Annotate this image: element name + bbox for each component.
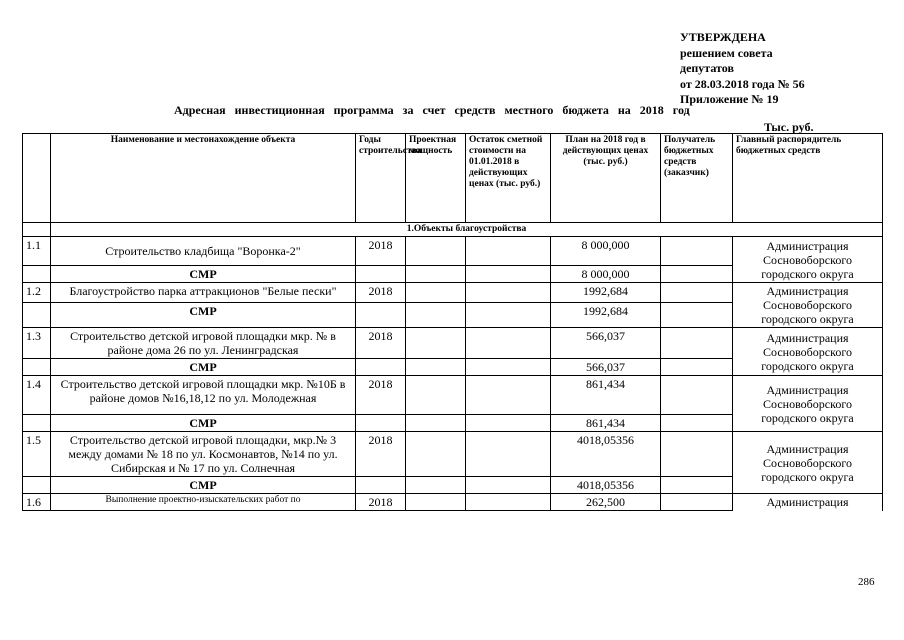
- smr-remainder: [466, 266, 551, 283]
- row-year: 2018: [356, 283, 406, 303]
- smr-capacity: [406, 477, 466, 494]
- smr-remainder: [466, 477, 551, 494]
- header-recipient: Получатель бюджетных средств (заказчик): [661, 134, 733, 223]
- table-row: [23, 328, 883, 359]
- smr-recipient: [661, 477, 733, 494]
- section-title: 1.Объекты благоустройства: [51, 223, 883, 237]
- smr-recipient: [661, 266, 733, 283]
- row-year: 2018: [356, 494, 406, 511]
- smr-plan: 1992,684: [551, 303, 661, 328]
- section-row: [23, 223, 883, 237]
- smr-year: [356, 477, 406, 494]
- header-years: Годы строительства: [356, 134, 406, 223]
- row-name: Строительство детской игровой площадки мкр. № в районе дома 26 по ул. Ленинградская: [51, 328, 356, 359]
- smr-plan: 861,434: [551, 415, 661, 432]
- smr-remainder: [466, 415, 551, 432]
- row-capacity: [406, 494, 466, 511]
- approval-line: Приложение № 19: [680, 92, 779, 106]
- row-plan: 4018,05356: [551, 432, 661, 477]
- row-manager: Администрация Сосновоборского городского округа: [733, 376, 883, 432]
- row-name: Строительство кладбища "Воронка-2": [51, 237, 356, 266]
- row-num: 1.6: [23, 494, 51, 511]
- row-manager: Администрация Сосновоборского городского округа: [733, 283, 883, 328]
- row-recipient: [661, 376, 733, 415]
- smr-num: [23, 266, 51, 283]
- investment-table: [22, 133, 883, 511]
- row-recipient: [661, 328, 733, 359]
- row-plan: 861,434: [551, 376, 661, 415]
- row-name: Выполнение проектно-изыскательских работ по: [51, 494, 356, 511]
- row-manager: Администрация Сосновоборского городского округа: [733, 328, 883, 376]
- header-row: [23, 134, 883, 223]
- smr-num: [23, 359, 51, 376]
- document-title: Адресная инвестиционная программа за счет средств местного бюджета на 2018 год: [174, 103, 690, 117]
- header-plan: План на 2018 год в действующих ценах (тыс. руб.): [551, 134, 661, 223]
- row-name: Благоустройство парка аттракционов "Белые пески": [51, 283, 356, 303]
- approval-block: [680, 30, 805, 108]
- row-name: Строительство детской игровой площадки, мкр.№ 3 между домами № 18 по ул. Космонавтов, №14 по ул. Сибирская и № 17 по ул. Солнечная: [51, 432, 356, 477]
- row-num: 1.2: [23, 283, 51, 303]
- approval-line: УТВЕРЖДЕНА: [680, 30, 766, 44]
- header-capacity: Проектная мощность: [406, 134, 466, 223]
- approval-line: от 28.03.2018 года № 56: [680, 76, 805, 91]
- row-manager: Администрация Сосновоборского городского округа: [733, 237, 883, 283]
- smr-label: СМР: [51, 359, 356, 376]
- row-recipient: [661, 432, 733, 477]
- smr-num: [23, 477, 51, 494]
- row-remainder: [466, 432, 551, 477]
- row-capacity: [406, 237, 466, 266]
- header-remainder: Остаток сметной стоимости на 01.01.2018 в действующих ценах (тыс. руб.): [466, 134, 551, 223]
- smr-num: [23, 303, 51, 328]
- smr-plan: 8 000,000: [551, 266, 661, 283]
- row-remainder: [466, 494, 551, 511]
- row-plan: 1992,684: [551, 283, 661, 303]
- approval-line: депутатов: [680, 61, 734, 75]
- smr-plan: 4018,05356: [551, 477, 661, 494]
- smr-capacity: [406, 266, 466, 283]
- smr-recipient: [661, 359, 733, 376]
- smr-num: [23, 415, 51, 432]
- smr-capacity: [406, 415, 466, 432]
- smr-recipient: [661, 415, 733, 432]
- table-row: [23, 432, 883, 477]
- row-manager: Администрация Сосновоборского городского округа: [733, 432, 883, 494]
- smr-remainder: [466, 303, 551, 328]
- smr-label: СМР: [51, 266, 356, 283]
- row-remainder: [466, 376, 551, 415]
- table-row: [23, 376, 883, 415]
- smr-capacity: [406, 359, 466, 376]
- section-num: [23, 223, 51, 237]
- unit-label: Тыс. руб.: [764, 120, 814, 134]
- row-num: 1.5: [23, 432, 51, 477]
- smr-year: [356, 359, 406, 376]
- row-recipient: [661, 237, 733, 266]
- row-capacity: [406, 283, 466, 303]
- row-name: Строительство детской игровой площадки мкр. №10Б в районе домов №16,18,12 по ул. Молодежная: [51, 376, 356, 415]
- row-remainder: [466, 328, 551, 359]
- smr-remainder: [466, 359, 551, 376]
- row-year: 2018: [356, 432, 406, 477]
- table-row: [23, 283, 883, 303]
- smr-recipient: [661, 303, 733, 328]
- table-row: [23, 237, 883, 266]
- row-plan: 8 000,000: [551, 237, 661, 266]
- row-num: 1.4: [23, 376, 51, 415]
- table-row: [23, 494, 883, 511]
- row-num: 1.1: [23, 237, 51, 266]
- approval-line: решением совета: [680, 45, 773, 60]
- smr-label: СМР: [51, 477, 356, 494]
- row-plan: 262,500: [551, 494, 661, 511]
- row-year: 2018: [356, 376, 406, 415]
- row-recipient: [661, 494, 733, 511]
- row-num: 1.3: [23, 328, 51, 359]
- row-plan: 566,037: [551, 328, 661, 359]
- page-number: 286: [858, 576, 875, 588]
- header-num: [23, 134, 51, 223]
- header-name: Наименование и местонахождение объекта: [51, 134, 356, 223]
- row-year: 2018: [356, 328, 406, 359]
- row-capacity: [406, 328, 466, 359]
- row-year: 2018: [356, 237, 406, 266]
- smr-plan: 566,037: [551, 359, 661, 376]
- smr-capacity: [406, 303, 466, 328]
- smr-year: [356, 303, 406, 328]
- row-recipient: [661, 283, 733, 303]
- smr-year: [356, 415, 406, 432]
- smr-year: [356, 266, 406, 283]
- row-capacity: [406, 432, 466, 477]
- row-manager: Администрация: [733, 494, 883, 511]
- smr-label: СМР: [51, 415, 356, 432]
- row-remainder: [466, 283, 551, 303]
- smr-label: СМР: [51, 303, 356, 328]
- header-manager: Главный распорядитель бюджетных средств: [733, 134, 883, 223]
- row-remainder: [466, 237, 551, 266]
- row-capacity: [406, 376, 466, 415]
